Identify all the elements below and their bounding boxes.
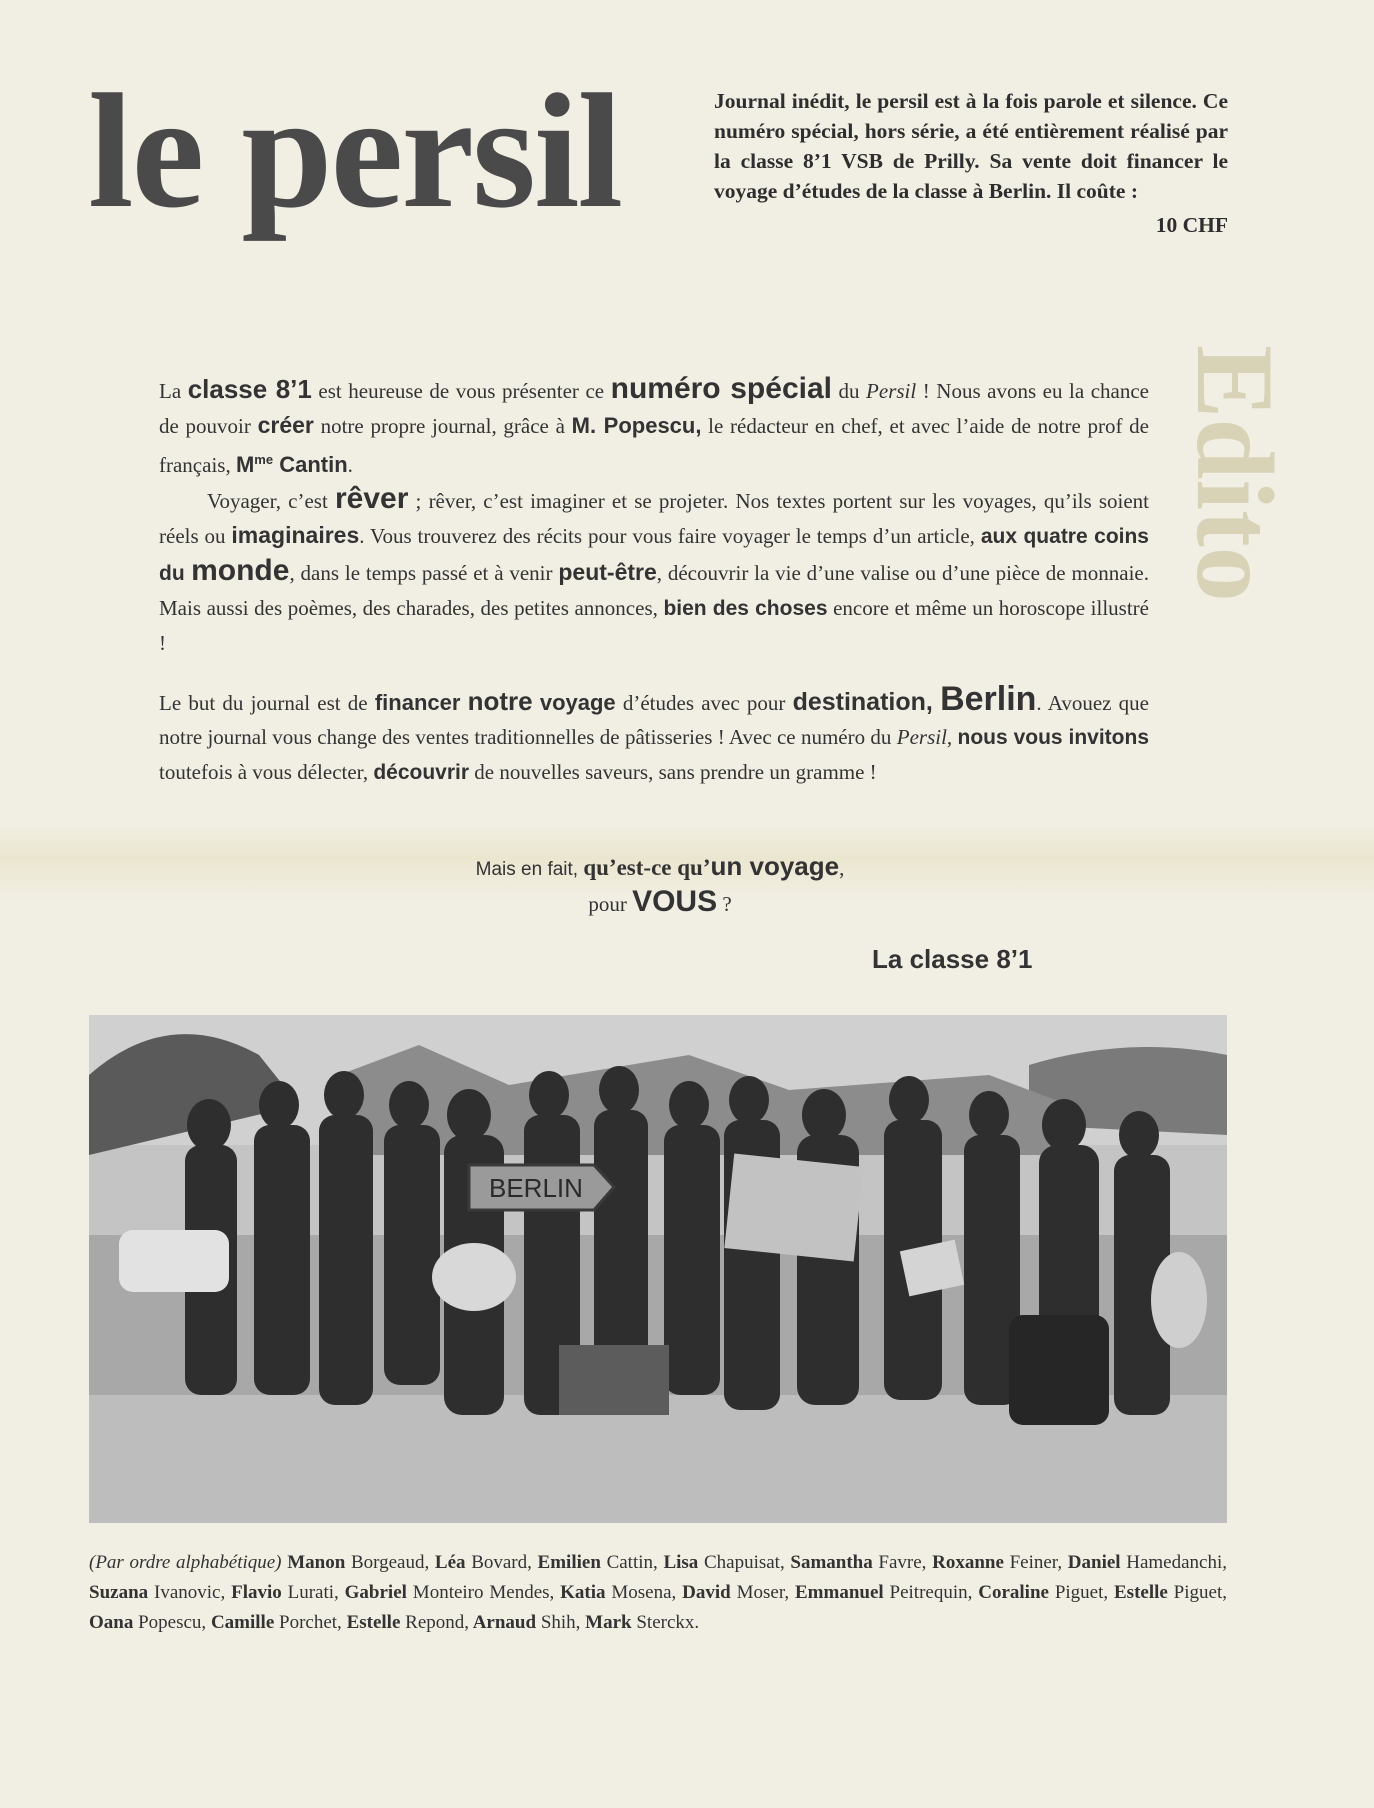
student-name <box>89 1612 206 1633</box>
masthead-title: le persil <box>88 61 622 242</box>
intro-block <box>714 86 1228 240</box>
student-name <box>926 1552 1062 1573</box>
student-name <box>1108 1582 1227 1603</box>
first-name: Oana <box>89 1612 134 1633</box>
text <box>533 691 540 715</box>
highlight: numéro spécial <box>610 372 832 405</box>
edito-show-through: Edito <box>1174 345 1296 602</box>
highlight: M <box>235 452 255 477</box>
last-name: Piguet, <box>1167 1582 1227 1603</box>
first-name: Mark <box>580 1612 632 1633</box>
first-name: Emilien <box>531 1552 601 1573</box>
text: Le but du journal est de <box>159 691 375 715</box>
first-name: Arnaud <box>469 1612 537 1633</box>
signature: La classe 8’1 <box>872 944 1033 974</box>
highlight: Cantin <box>273 452 348 477</box>
text: du <box>831 379 867 403</box>
first-name: Coraline <box>972 1582 1049 1603</box>
text: . Vous trouverez des récits pour vous faire voyager le temps d’un article, <box>359 524 981 548</box>
last-name: Repond, <box>400 1612 469 1633</box>
first-name: David <box>676 1582 731 1603</box>
last-name: Popescu, <box>133 1612 207 1633</box>
last-name: Mosena, <box>605 1582 677 1603</box>
highlight: imaginaires <box>231 522 360 548</box>
last-name: Porchet, <box>274 1612 342 1633</box>
student-name <box>532 1552 658 1573</box>
first-name: Estelle <box>1108 1582 1168 1603</box>
question-line-2 <box>420 886 900 920</box>
text: La <box>159 379 188 403</box>
paragraph-1 <box>159 372 1149 482</box>
text: le rédacteur en chef, et avec l’aide de notre prof de français, <box>159 414 1150 477</box>
student-name <box>658 1552 785 1573</box>
highlight: qu’est-ce qu’ <box>583 855 711 880</box>
student-name <box>676 1582 789 1603</box>
text: . <box>1036 691 1042 715</box>
first-name: Suzana <box>89 1582 149 1603</box>
student-name <box>785 1552 927 1573</box>
straw-hat <box>432 1243 516 1311</box>
text: notre propre journal, grâce à <box>313 414 572 438</box>
highlight: un voyage <box>710 851 840 881</box>
student-name <box>225 1582 339 1603</box>
first-name: Flavio <box>225 1582 282 1603</box>
price: 10 CHF <box>1155 213 1228 237</box>
italic-text: Persil <box>866 379 917 403</box>
highlight: aux quatre coins du <box>159 525 1149 585</box>
class-photo-illustration <box>89 1015 1227 1523</box>
last-name: Piguet, <box>1048 1582 1109 1603</box>
first-name: Lisa <box>657 1552 699 1573</box>
highlight: VOUS <box>632 885 718 918</box>
last-name: Chapuisat, <box>698 1552 785 1573</box>
text: ! Nous avons eu la chance de pouvoir <box>159 379 1149 438</box>
photo-caption <box>89 1548 1227 1638</box>
student-name <box>789 1582 972 1603</box>
first-name: Estelle <box>341 1612 401 1633</box>
paragraph-3 <box>159 682 1149 790</box>
highlight: peut-être <box>558 559 657 585</box>
text: d’études avec pour <box>615 691 793 715</box>
student-name <box>972 1582 1108 1603</box>
highlight: M. Popescu, <box>571 413 702 438</box>
first-name: Samantha <box>784 1552 873 1573</box>
student-name <box>287 1552 429 1573</box>
highlight: classe 8’1 <box>187 374 312 404</box>
first-name: Gabriel <box>338 1582 407 1603</box>
text: . <box>347 453 353 477</box>
highlight: monde <box>191 554 290 587</box>
text: Voyager, c’est <box>207 489 335 513</box>
map <box>724 1153 863 1261</box>
text: , <box>946 725 958 749</box>
text: , découvrir la vie d’une valise ou d’une pièce de monnaie. Mais aussi des poèmes, des charades, des petites annonces, <box>159 561 1150 620</box>
text <box>933 691 940 715</box>
text <box>460 691 467 715</box>
highlight: bien des choses <box>663 597 828 620</box>
highlight: destination, <box>792 688 933 716</box>
last-name: Bovard, <box>465 1552 532 1573</box>
student-name <box>469 1612 580 1633</box>
student-name <box>206 1612 342 1633</box>
highlight: financer <box>374 690 461 715</box>
text: toutefois à vous délecter, <box>159 760 374 784</box>
last-name: Feiner, <box>1003 1552 1063 1573</box>
highlight: nous vous invitons <box>957 726 1149 749</box>
student-name <box>554 1582 676 1603</box>
highlight: voyage <box>539 690 616 715</box>
text: ; rêver, c’est imaginer et se projeter. Nos textes portent sur les voyages, qu’ils soient réels ou <box>159 489 1149 548</box>
highlight: notre <box>467 686 533 716</box>
last-name: Ivanovic, <box>148 1582 226 1603</box>
text: encore et même un horoscope illustré ! <box>159 596 1149 655</box>
first-name: Daniel <box>1062 1552 1121 1573</box>
student-name <box>339 1582 554 1603</box>
last-name: Monteiro Mendes, <box>406 1582 555 1603</box>
student-name <box>342 1612 469 1633</box>
text: Mais en fait, <box>475 859 584 880</box>
berlin-sign-text: BERLIN <box>489 1173 583 1203</box>
intro-text: Journal inédit, le persil est à la fois parole et silence. Ce numéro spécial, hors série, a été entièrement réalisé par la classe 8’1 VSB de Prilly. Sa vente doit financer le voyage d’études de la classe à Berlin. Il coûte : <box>714 89 1228 203</box>
text: Avouez que notre journal vous change des ventes traditionnelles de pâtisseries ! Avec ce numéro du <box>159 691 1149 749</box>
question-line-1 <box>420 850 900 886</box>
student-name <box>1062 1552 1227 1573</box>
first-name: Camille <box>206 1612 275 1633</box>
last-name: Cattin, <box>600 1552 658 1573</box>
highlight: découvrir <box>373 761 470 784</box>
editorial-article <box>159 372 1149 790</box>
italic-text: Persil <box>896 725 947 749</box>
last-name: Shih, <box>536 1612 581 1633</box>
last-name: Lurati, <box>281 1582 339 1603</box>
first-name: Emmanuel <box>789 1582 884 1603</box>
first-name: Manon <box>287 1552 346 1573</box>
student-name <box>89 1582 225 1603</box>
student-name <box>429 1552 532 1573</box>
last-name: Sterckx. <box>631 1612 700 1633</box>
text: de nouvelles saveurs, sans prendre un gramme ! <box>469 760 877 784</box>
last-name: Peitrequin, <box>883 1582 973 1603</box>
paragraph-2 <box>159 482 1149 660</box>
student-name <box>580 1612 699 1633</box>
superscript: me <box>254 452 274 467</box>
last-name: Moser, <box>730 1582 790 1603</box>
bag <box>119 1230 229 1292</box>
class-photo <box>89 1015 1227 1523</box>
text: ? <box>717 892 732 916</box>
last-name: Hamedanchi, <box>1120 1552 1227 1573</box>
text: est heureuse de vous présenter ce <box>311 379 611 403</box>
rolling-bag <box>1009 1315 1109 1425</box>
first-name: Katia <box>554 1582 606 1603</box>
text: pour <box>588 892 633 916</box>
first-name: Roxanne <box>926 1552 1004 1573</box>
first-name: Léa <box>429 1552 466 1573</box>
guitar-bag <box>1151 1252 1207 1348</box>
caption-intro: (Par ordre alphabétique) <box>89 1552 282 1573</box>
suitcase <box>559 1345 669 1415</box>
highlight: Berlin <box>940 680 1037 718</box>
highlight: créer <box>257 412 314 438</box>
text: , dans le temps passé et à venir <box>289 561 559 585</box>
text: , <box>839 856 845 880</box>
last-name: Favre, <box>872 1552 927 1573</box>
highlight: rêver <box>334 482 409 515</box>
closing-question <box>420 850 900 920</box>
last-name: Borgeaud, <box>345 1552 430 1573</box>
